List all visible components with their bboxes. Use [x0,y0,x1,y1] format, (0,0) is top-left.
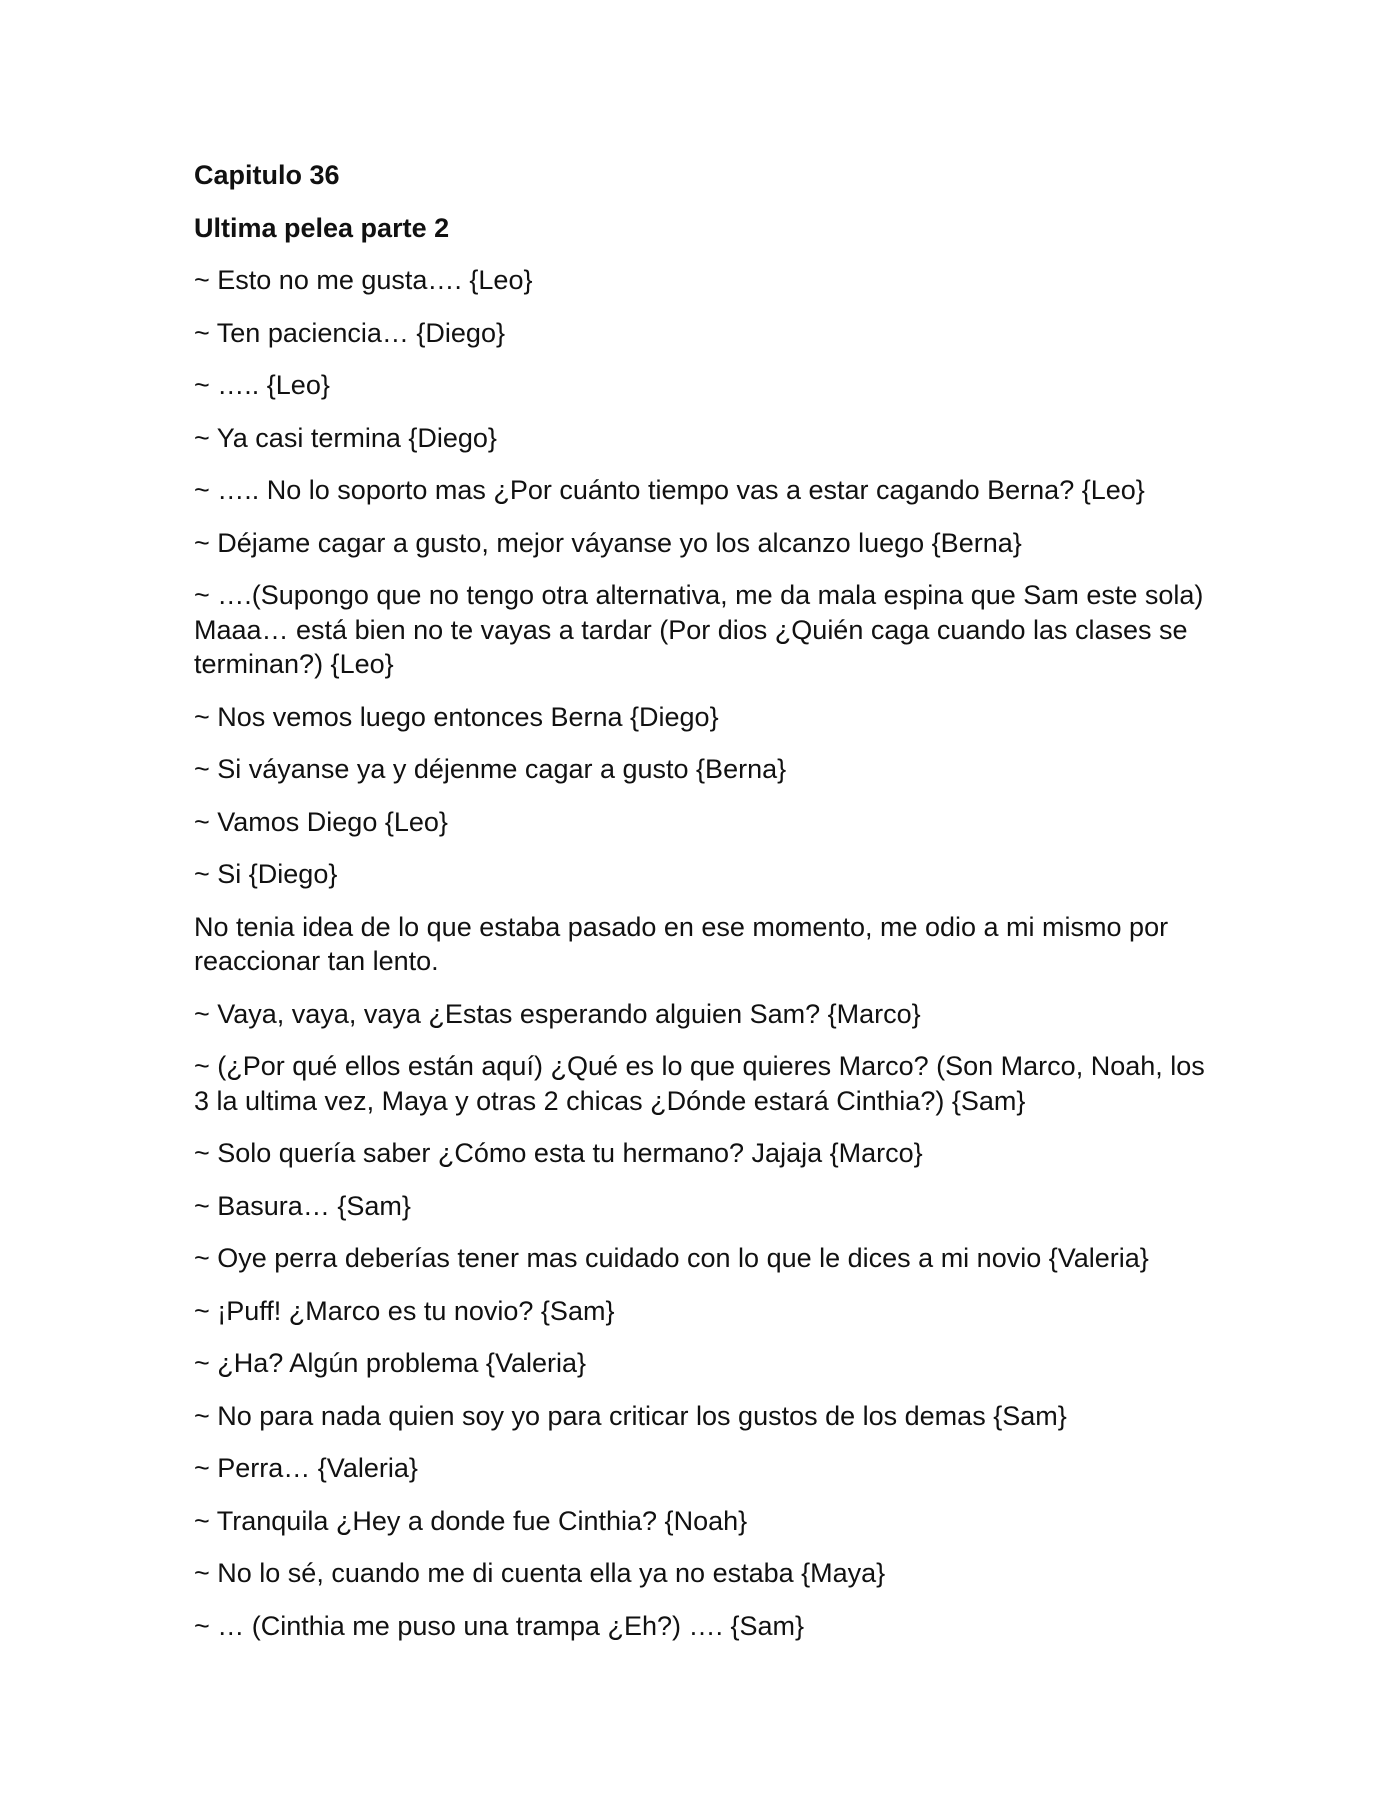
dialogue-line: ~ ….. {Leo} [194,370,330,400]
narration-paragraph: No tenia idea de lo que estaba pasado en ese momento, me odio a mi mismo por reaccionar tan lento. [194,911,1169,976]
dialogue-line: ~ ….(Supongo que no tengo otra alternativa, me da mala espina que Sam este sola) Maaa… está bien no te vayas a tardar (Por dios ¿Quién caga cuando las clases se terminan?) {Leo} [194,580,1204,679]
dialogue-line: ~ Perra… {Valeria} [194,1453,418,1483]
dialogue-line: ~ Solo quería saber ¿Cómo esta tu hermano? Jajaja {Marco} [194,1138,923,1168]
dialogue-line: ~ Esto no me gusta…. {Leo} [194,265,533,295]
dialogue-line: ~ Nos vemos luego entonces Berna {Diego} [194,701,719,732]
dialogue-line: ~ Ya casi termina {Diego} [194,422,497,453]
dialogue-line: ~ … (Cinthia me puso una trampa ¿Eh?) …. {Sam} [194,1610,805,1641]
dialogue-line: ~ Tranquila ¿Hey a donde fue Cinthia? {Noah} [194,1505,748,1536]
dialogue-line: ~ ….. No lo soporto mas ¿Por cuánto tiempo vas a estar cagando Berna? {Leo} [194,475,1145,505]
dialogue-line: ~ No para nada quien soy yo para criticar los gustos de los demas {Sam} [194,1400,1067,1431]
chapter-title: Capitulo 36 [194,160,340,190]
dialogue-line: ~ ¿Ha? Algún problema {Valeria} [194,1348,587,1378]
chapter-subtitle: Ultima pelea parte 2 [194,212,450,243]
dialogue-line: ~ ¡Puff! ¿Marco es tu novio? {Sam} [194,1295,615,1326]
dialogue-line: ~ Basura… {Sam} [194,1190,411,1221]
dialogue-line: ~ Oye perra deberías tener mas cuidado con lo que le dices a mi novio {Valeria} [194,1243,1149,1273]
dialogue-line: ~ Si {Diego} [194,859,338,889]
dialogue-line: ~ (¿Por qué ellos están aquí) ¿Qué es lo que quieres Marco? (Son Marco, Noah, los 3 la ultima vez, Maya y otras 2 chicas ¿Dónde estará Cinthia?) {Sam} [194,1051,1205,1116]
dialogue-line: ~ Si váyanse ya y déjenme cagar a gusto {Berna} [194,754,787,784]
dialogue-line: ~ Ten paciencia… {Diego} [194,317,505,348]
document-body [194,158,1214,1661]
dialogue-line: ~ No lo sé, cuando me di cuenta ella ya no estaba {Maya} [194,1558,886,1588]
dialogue-line: ~ Déjame cagar a gusto, mejor váyanse yo los alcanzo luego {Berna} [194,527,1022,558]
dialogue-line: ~ Vamos Diego {Leo} [194,806,448,837]
dialogue-line: ~ Vaya, vaya, vaya ¿Estas esperando alguien Sam? {Marco} [194,998,921,1029]
